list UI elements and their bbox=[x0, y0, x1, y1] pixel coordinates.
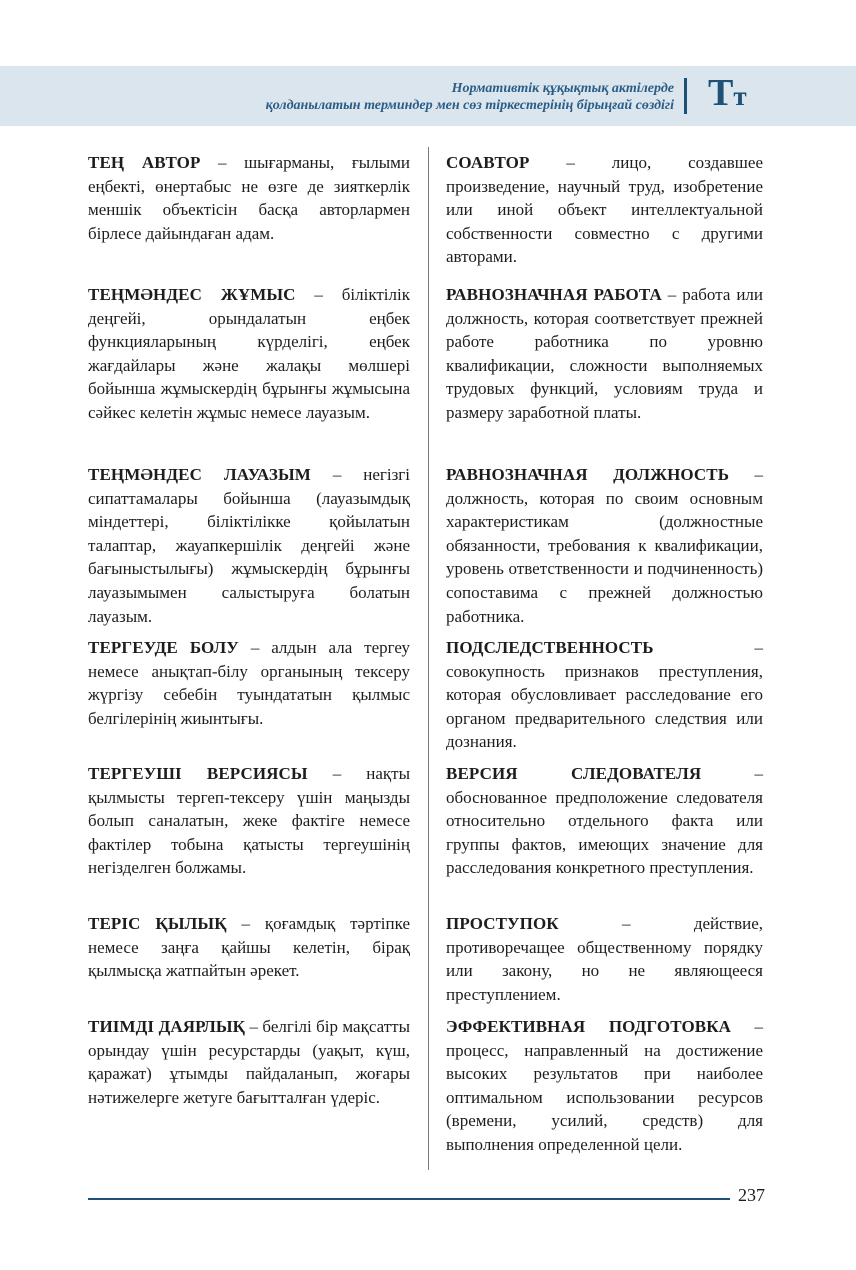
entry-kk-7 bbox=[88, 1015, 410, 1109]
term-kk: ТЕҢМӘНДЕС ЖҰМЫС bbox=[88, 285, 296, 304]
definition-kk: – нақты қылмысты тергеп-тексеру үшін маңызды болып саналатын, жеке фактіге немесе фактілер тобына қатысты тергеушінің негізделген болжамы. bbox=[88, 764, 410, 878]
definition-ru: – лицо, создавшее произведение, научный труд, изобретение или иной объект интеллектуальной собственности совместно с другими авторами. bbox=[446, 153, 763, 267]
definition-kk: – алдын ала тергеу немесе анықтап-білу органының тексеру жүргізу себебін туындататын қылмыс белгілерінің жиынтығы. bbox=[88, 638, 411, 728]
term-kk: ТЕРГЕУШІ ВЕРСИЯСЫ bbox=[88, 764, 308, 783]
term-ru: ПРОСТУПОК bbox=[446, 914, 559, 933]
header-separator-bar bbox=[684, 78, 687, 114]
entry-kk-3 bbox=[88, 463, 410, 628]
entry-ru-3 bbox=[446, 463, 763, 628]
term-ru: РАВНОЗНАЧНАЯ РАБОТА bbox=[446, 285, 662, 304]
term-kk: ТЕҢ АВТОР bbox=[88, 153, 201, 172]
definition-kk: – біліктілік деңгейі, орындалатын еңбек функцияларының күрделігі, еңбек жағдайлары және жалақы мөлшері бойынша жұмыскердің бұрынғы жұмысына сәйкес келетін жұмыс немесе лауазым. bbox=[88, 285, 410, 422]
definition-ru: – работа или должность, которая соответствует прежней работе работника по уровню квалификации, сложности выполняемых трудовых функций, условиям труда и размеру заработной платы. bbox=[446, 285, 763, 422]
definition-kk: – негізгі сипаттамалары бойынша (лауазымдық міндеттері, біліктілікке қойылатын талаптар, жауапкершілік деңгейі және бағыныстылығы) жұмыскердің бұрынғы лауазымымен салыстыруға болатын лауазым. bbox=[88, 465, 410, 626]
term-ru: ВЕРСИЯ СЛЕДОВАТЕЛЯ bbox=[446, 764, 702, 783]
definition-ru: – совокупность признаков преступления, которая обусловливает расследование его органом предварительного следствия или дознания. bbox=[446, 638, 763, 752]
footer-rule bbox=[88, 1198, 730, 1200]
entry-kk-5 bbox=[88, 762, 410, 880]
running-header-title bbox=[266, 80, 674, 114]
definition-ru: – обоснованное предположение следователя относительно отдельного факта или группы фактов, имеющих значение для расследования конкретного преступления. bbox=[446, 764, 764, 878]
term-ru: СОАВТОР bbox=[446, 153, 530, 172]
section-letter-mark bbox=[708, 74, 747, 112]
entry-kk-6 bbox=[88, 912, 410, 983]
definition-ru: – должность, которая по своим основным характеристикам (должностные обязанности, требования к квалификации, уровень ответственности и подчиненность) сопоставима с прежней должностью работника. bbox=[446, 465, 763, 626]
entry-ru-1 bbox=[446, 151, 763, 269]
entry-ru-5 bbox=[446, 762, 763, 880]
term-kk: ТЕРІС ҚЫЛЫҚ bbox=[88, 914, 227, 933]
section-letter-upper: Т bbox=[708, 72, 734, 114]
definition-ru: – процесс, направленный на достижение высоких результатов при наиболее оптимальном использовании ресурсов (времени, усилий, средств) для выполнения определенной цели. bbox=[446, 1017, 763, 1154]
term-ru: РАВНОЗНАЧНАЯ ДОЛЖНОСТЬ bbox=[446, 465, 730, 484]
term-ru: ЭФФЕКТИВНАЯ ПОДГОТОВКА bbox=[446, 1017, 732, 1036]
entry-ru-2 bbox=[446, 283, 763, 425]
definition-ru: – действие, противоречащее общественному порядку или закону, но не являющееся преступлением. bbox=[446, 914, 763, 1004]
definition-kk: – белгілі бір мақсатты орындау үшін ресурстарды (уақыт, күш, қаражат) ұтымды пайдаланып, жоғары нәтижелерге жетуге бағытталған үдеріс. bbox=[88, 1017, 410, 1107]
entry-ru-4 bbox=[446, 636, 763, 754]
term-kk: ТЕҢМӘНДЕС ЛАУАЗЫМ bbox=[88, 465, 311, 484]
term-kk: ТЕРГЕУДЕ БОЛУ bbox=[88, 638, 239, 657]
entry-kk-2 bbox=[88, 283, 410, 425]
entry-kk-1 bbox=[88, 151, 410, 245]
column-divider bbox=[428, 147, 429, 1170]
page-number: 237 bbox=[738, 1185, 765, 1205]
section-letter-lower: т bbox=[733, 81, 747, 111]
term-ru: ПОДСЛЕДСТВЕННОСТЬ bbox=[446, 638, 654, 657]
entry-ru-6 bbox=[446, 912, 763, 1006]
entry-kk-4 bbox=[88, 636, 410, 730]
definition-kk: – қоғамдық тәртіпке немесе заңға қайшы келетін, бірақ қылмысқа жатпайтын әрекет. bbox=[88, 914, 411, 981]
running-header-line-2: қолданылатын терминдер мен сөз тіркестерінің бірыңғай сөздігі bbox=[265, 98, 674, 113]
definition-kk: – шығарманы, ғылыми еңбекті, өнертабыс не өзге де зияткерлік меншік объектісін басқа авторлармен бірлесе дайындаған адам. bbox=[88, 153, 410, 243]
term-kk: ТИІМДІ ДАЯРЛЫҚ bbox=[88, 1017, 246, 1036]
entry-ru-7 bbox=[446, 1015, 763, 1157]
running-header-line-1: Нормативтік құқықтық актілерде bbox=[451, 81, 674, 96]
